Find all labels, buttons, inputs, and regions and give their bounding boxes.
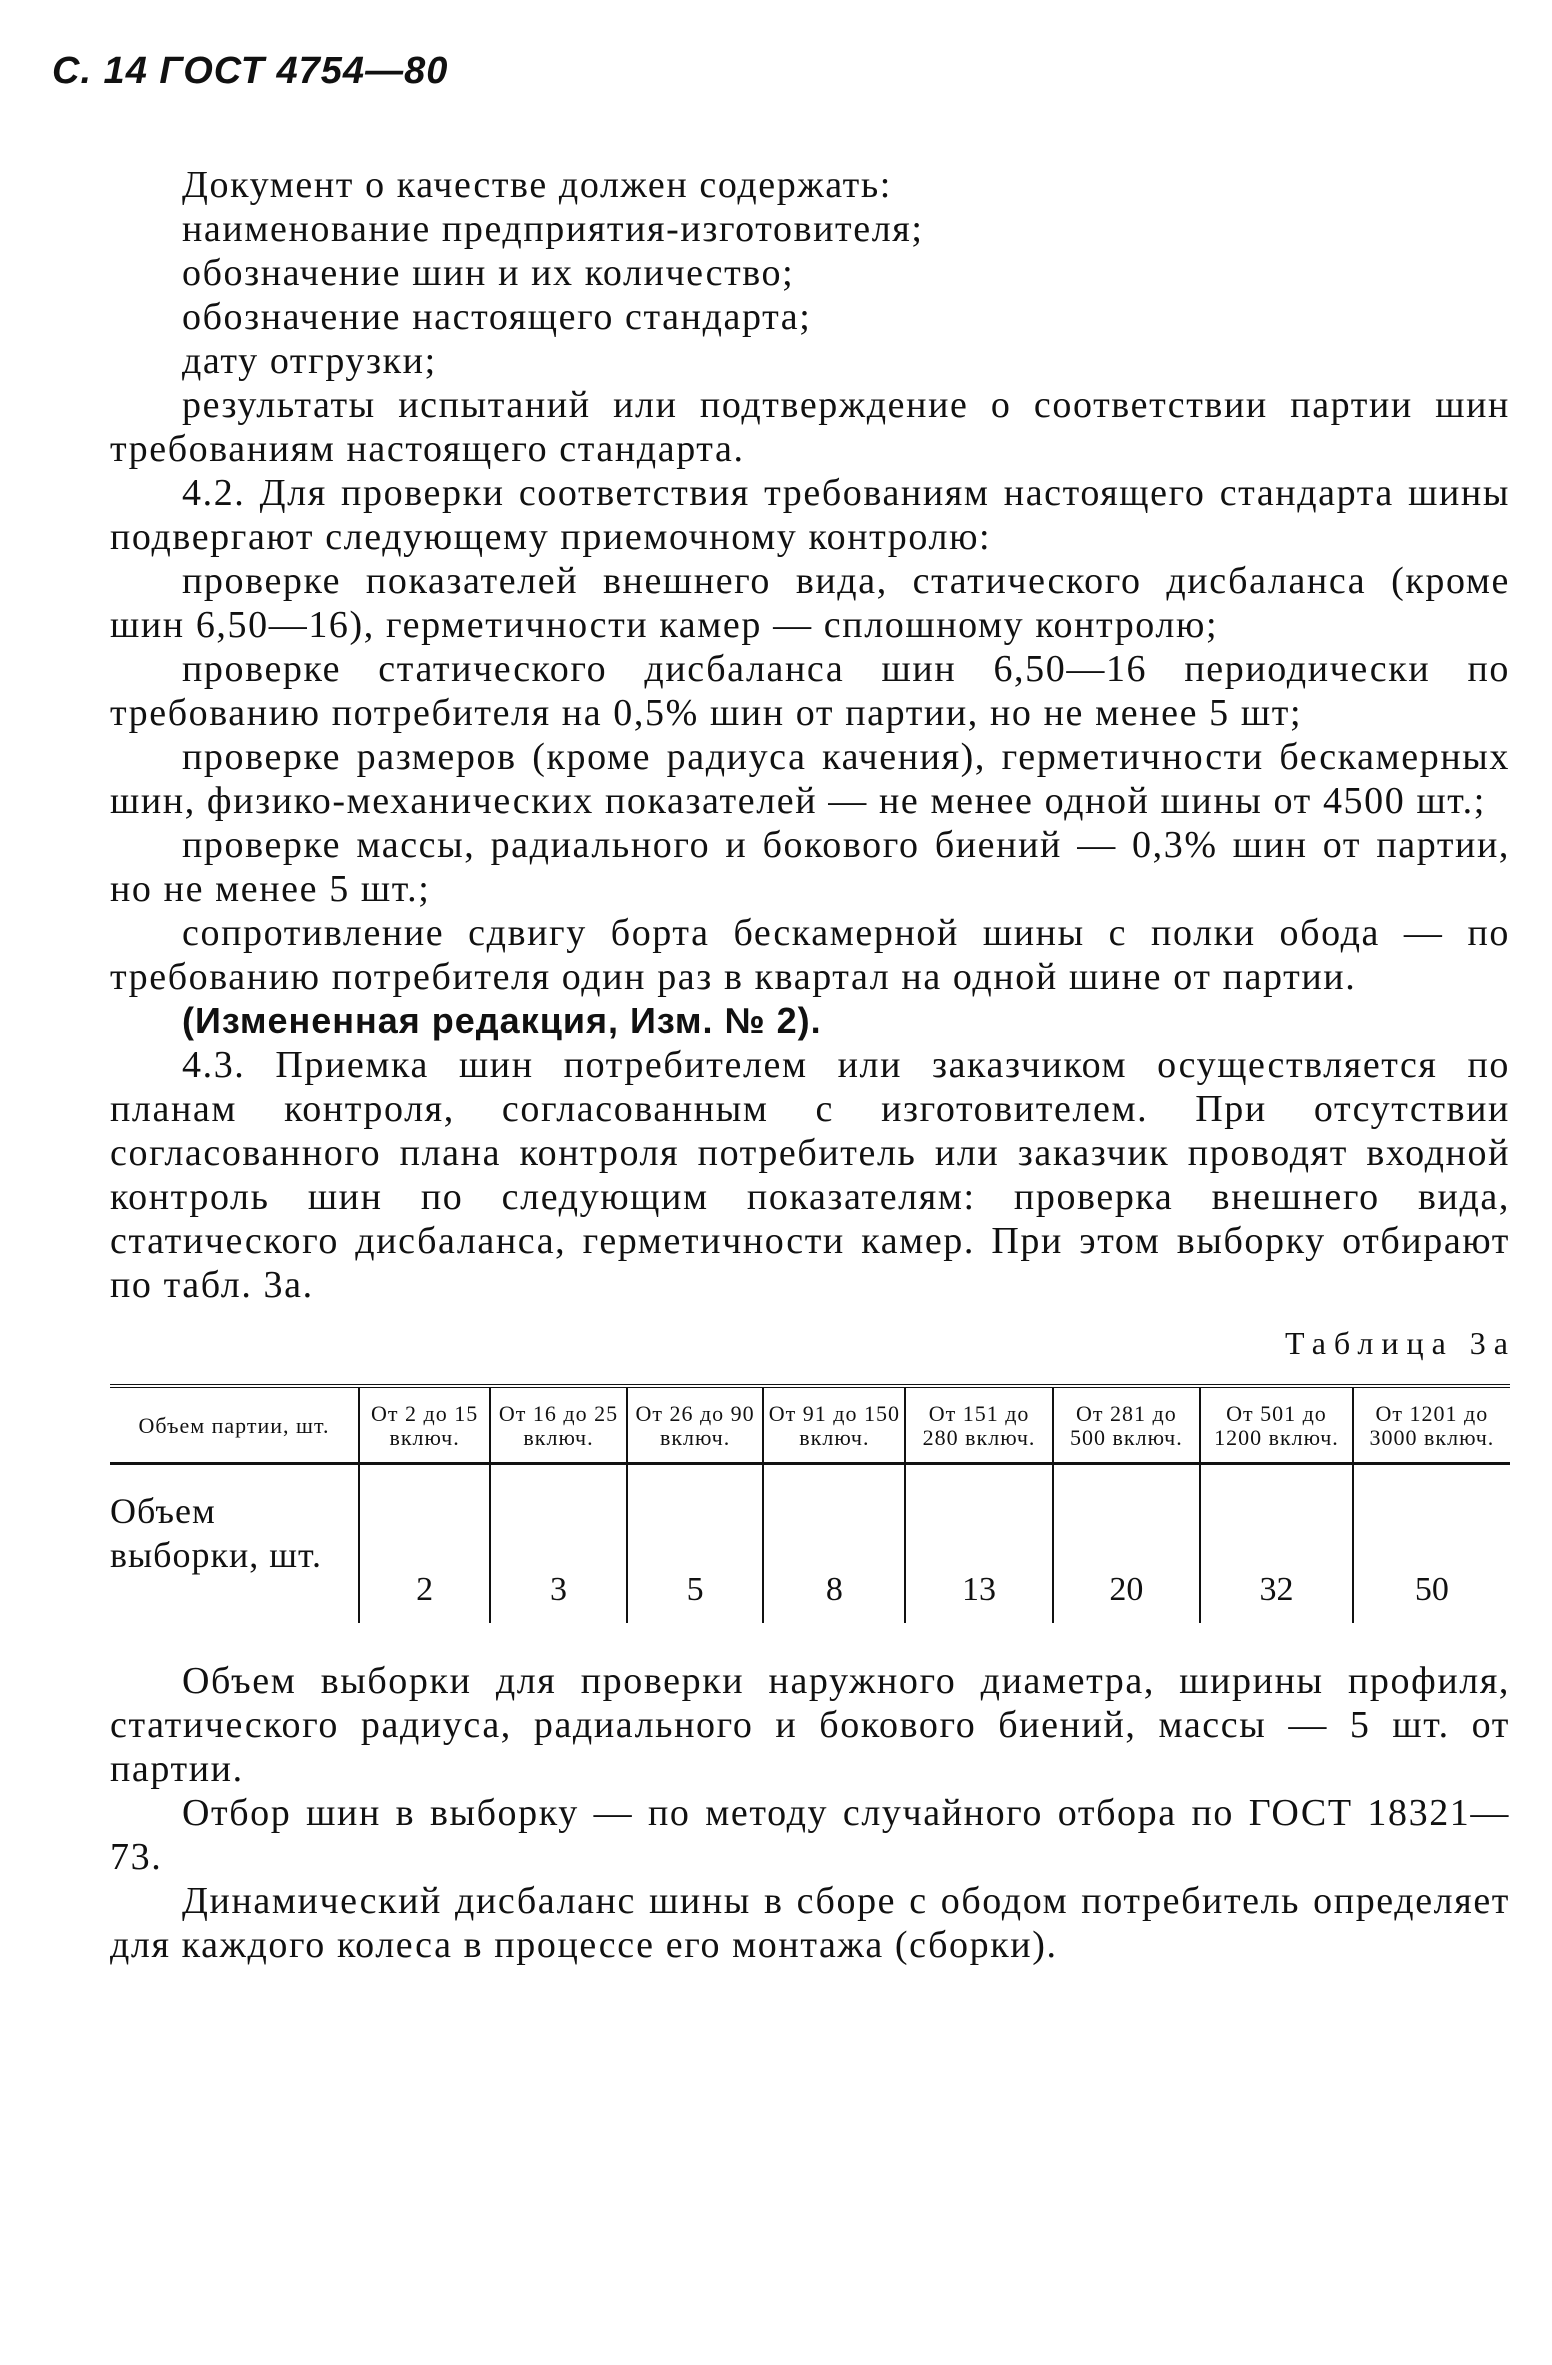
table-row-label: Объем выборки, шт.	[110, 1491, 323, 1575]
paragraph: Документ о качестве должен содержать:	[182, 164, 892, 206]
paragraph: сопротивление сдвигу борта бескамерной шины с полки обода — по требованию потребителя один раз в квартал на одной шине от партии.	[110, 912, 1510, 998]
paragraph: Динамический дисбаланс шины в сборе с ободом потребитель определяет для каждого колеса в процессе его монтажа (сборки).	[110, 1880, 1510, 1966]
paragraph: проверке массы, радиального и бокового биений — 0,3% шин от партии, но не менее 5 шт.;	[110, 824, 1510, 910]
paragraph: проверке статического дисбаланса шин 6,50—16 периодически по требованию потребителя на 0,5% шин от партии, но не менее 5 шт;	[110, 648, 1510, 734]
table-header-lot-size: Объем партии, шт.	[110, 1386, 359, 1464]
table-cell: 13	[905, 1464, 1052, 1624]
table-header-cell: От 501 до 1200 включ.	[1200, 1386, 1353, 1464]
sample-size-table	[110, 1384, 1510, 1623]
paragraph: Отбор шин в выборку — по методу случайного отбора по ГОСТ 18321—73.	[110, 1792, 1510, 1878]
table-cell: 2	[359, 1464, 490, 1624]
table-caption: Таблица 3а	[1284, 1325, 1516, 1361]
table-header-cell: От 151 до 280 включ.	[905, 1386, 1052, 1464]
amendment-note: (Измененная редакция, Изм. № 2).	[182, 1000, 822, 1041]
paragraph: дату отгрузки;	[182, 340, 437, 382]
paragraph-4-3: 4.3. Приемка шин потребителем или заказчиком осуществляется по планам контроля, согласованным с изготовителем. При отсутствии согласованного плана контроля потребитель или заказчик проводят входной контроль шин по следующим показателям: проверка внешнего вида, статического дисбаланса, герметичности камер. При этом выборку отбирают по табл. 3а.	[110, 1044, 1510, 1306]
document-page	[52, 50, 1516, 1967]
body-after-table	[110, 1659, 1510, 1967]
paragraph: результаты испытаний или подтверждение о соответствии партии шин требованиям настоящего стандарта.	[110, 384, 1510, 470]
paragraph: обозначение шин и их количество;	[182, 252, 795, 294]
table-row	[110, 1464, 1510, 1624]
table-cell: 5	[627, 1464, 764, 1624]
paragraph-4-2: 4.2. Для проверки соответствия требованиям настоящего стандарта шины подвергают следующему приемочному контролю:	[110, 472, 1510, 558]
table-cell: 8	[763, 1464, 905, 1624]
paragraph: обозначение настоящего стандарта;	[182, 296, 812, 338]
paragraph: проверке показателей внешнего вида, статического дисбаланса (кроме шин 6,50—16), герметичности камер — сплошному контролю;	[110, 560, 1510, 646]
body-before-table	[110, 163, 1510, 1307]
table-header-cell: От 91 до 150 включ.	[763, 1386, 905, 1464]
table-header-cell: От 281 до 500 включ.	[1053, 1386, 1200, 1464]
table-header-row	[110, 1386, 1510, 1464]
table-header-cell: От 2 до 15 включ.	[359, 1386, 490, 1464]
paragraph: наименование предприятия-изготовителя;	[182, 208, 924, 250]
table-header-cell: От 1201 до 3000 включ.	[1353, 1386, 1510, 1464]
table-cell: 50	[1353, 1464, 1510, 1624]
paragraph: Объем выборки для проверки наружного диаметра, ширины профиля, статического радиуса, радиального и бокового биений, массы — 5 шт. от партии.	[110, 1660, 1510, 1790]
table-header-cell: От 26 до 90 включ.	[627, 1386, 764, 1464]
table-cell: 3	[490, 1464, 627, 1624]
paragraph: проверке размеров (кроме радиуса качения), герметичности бескамерных шин, физико-механических показателей — не менее одной шины от 4500 шт.;	[110, 736, 1510, 822]
table-cell: 20	[1053, 1464, 1200, 1624]
page-header: С. 14 ГОСТ 4754—80	[52, 50, 449, 92]
table-cell: 32	[1200, 1464, 1353, 1624]
table-header-cell: От 16 до 25 включ.	[490, 1386, 627, 1464]
